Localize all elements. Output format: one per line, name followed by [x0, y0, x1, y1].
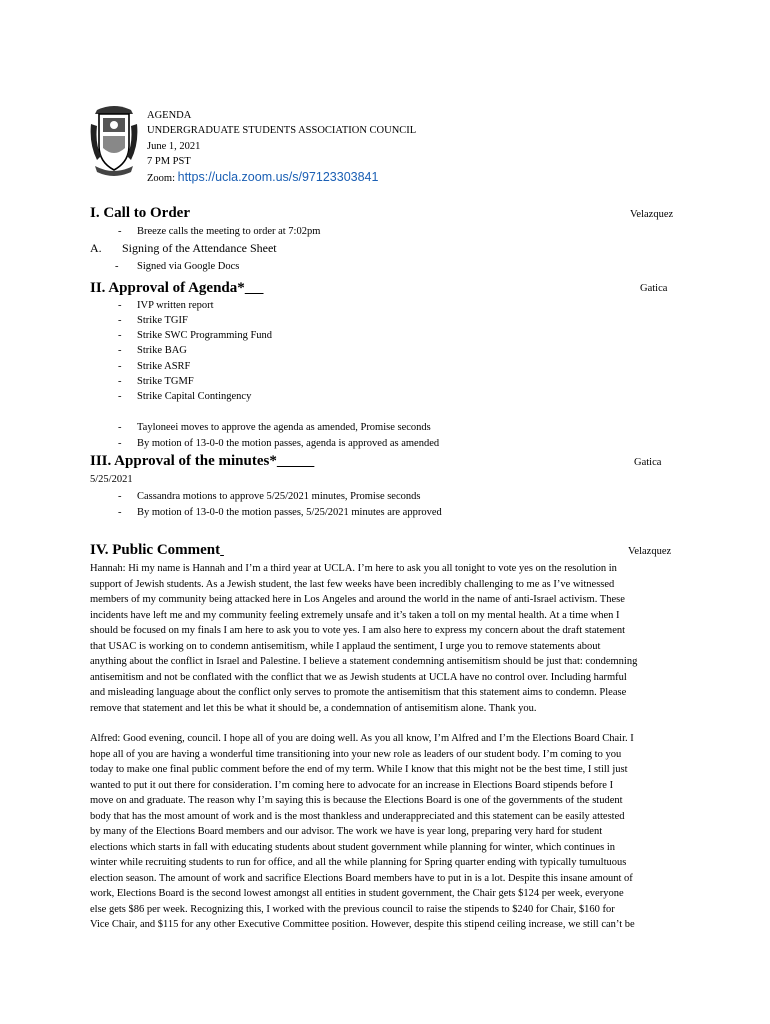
paragraph-line: wanted to put it out there for consideration. I’m coming here to advocate for an increase in Elections Board stipends before I [90, 779, 614, 791]
paragraph-line: that USAC is working on to condemn antisemitism, while I applaud the sentiment, I urge you to remove statements about [90, 640, 601, 652]
paragraph-line: body that has the most amount of work and is the most thankless and underappreciated and this statement can be easily attested [90, 810, 625, 822]
motion-item: Tayloneei moves to approve the agenda as amended, Promise seconds [137, 422, 431, 433]
paragraph-line: by many of the Elections Board members and our advisor. The work we have is year long, preparing very hard for student [90, 826, 603, 837]
ucla-crest-logo [89, 104, 139, 176]
motion-item: By motion of 13-0-0 the motion passes, agenda is approved as amended [137, 438, 440, 449]
presenter-minutes: Gatica [634, 457, 662, 468]
zoom-label: Zoom: [147, 173, 175, 184]
header-time: 7 PM PST [147, 156, 191, 167]
list-item: Strike BAG [137, 345, 187, 356]
public-comment-alfred [90, 731, 682, 933]
header-agenda: AGENDA [147, 110, 192, 121]
bullet-dash: - [118, 507, 122, 518]
paragraph-line: election season. The amount of work and sacrifice Elections Board members have to put in is a lot. Despite this insane amount of [90, 872, 633, 884]
presenter-agenda: Gatica [640, 283, 668, 294]
header-date: June 1, 2021 [147, 141, 201, 152]
paragraph-line: today to make one final public comment before the end of my term. While I know that this might not be the best time, I still just [90, 764, 628, 775]
bullet-dash: - [118, 345, 122, 356]
bullet-dash: - [118, 315, 122, 326]
presenter-public-comment: Velazquez [628, 546, 672, 557]
section-title-minutes [90, 453, 314, 470]
paragraph-line: Alfred: Good evening, council. I hope all of you are doing well. As you all know, I’m Alfred and I’m the Elections Board Chair. I [90, 733, 634, 744]
sub-title-attendance: Signing of the Attendance Sheet [122, 241, 277, 255]
bullet-dash: - [118, 491, 122, 502]
section-title-agenda-text: II. Approval of Agenda* [90, 280, 245, 296]
public-comment-hannah [90, 561, 682, 716]
list-item: Strike Capital Contingency [137, 391, 252, 402]
section-title-minutes-text: III. Approval of the minutes* [90, 453, 277, 469]
bullet-dash: - [118, 330, 122, 341]
bullet-dash: - [118, 361, 122, 372]
paragraph-line: antisemitism and not be conflated with the conflict that we as Jewish students at UCLA have no control over. Including harmful [90, 671, 627, 683]
motion-item: By motion of 13-0-0 the motion passes, 5/25/2021 minutes are approved [137, 507, 442, 518]
list-item: Breeze calls the meeting to order at 7:02pm [137, 226, 321, 237]
list-item: Strike TGIF [137, 315, 188, 326]
paragraph-line: hope all of you are having a wonderful time transitioning into your new role as leaders of our student body. I’m coming to you [90, 748, 622, 760]
bullet-dash: - [118, 300, 122, 311]
paragraph-line: else gets $86 per week. Recognizing this, I worked with the previous council to raise the stipends to $240 for Chair, $160 for [90, 903, 615, 915]
section-title-call-to-order: I. Call to Order [90, 205, 190, 221]
bullet-dash: - [118, 422, 122, 433]
list-item: Strike TGMF [137, 376, 194, 387]
paragraph-line: incidents have left me and my community feeling extremely unsafe and it’s taken a toll on my mental health. At a time when I [90, 609, 620, 621]
paragraph-line: and misleading language about the conflict only serves to promote the antisemitism that this statement aims to condemn. Please [90, 687, 627, 698]
paragraph-line: remove that statement and let this be what it should be, a condemnation of antisemitism alone. Thank you. [90, 702, 537, 714]
header-org: UNDERGRADUATE STUDENTS ASSOCIATION COUNCIL [147, 125, 417, 136]
presenter-call-to-order: Velazquez [630, 209, 674, 220]
list-item: Strike ASRF [137, 361, 191, 372]
paragraph-line: elections which starts in fall with educating students about student government while planning for winter, which continues in [90, 841, 616, 853]
paragraph-line: support of Jewish students. As a Jewish student, the last few weeks have been incredibly challenging to me as I’ve witnessed [90, 578, 615, 590]
bullet-dash: - [118, 438, 122, 449]
zoom-link[interactable]: https://ucla.zoom.us/s/97123303841 [177, 170, 379, 184]
section-title-agenda [90, 280, 264, 297]
list-item: Strike SWC Programming Fund [137, 330, 273, 341]
paragraph-line: anything about the conflict in Israel and Palestine. I believe a statement condemning antisemitism should be just that: condemning [90, 656, 638, 667]
list-item: Signed via Google Docs [137, 261, 240, 272]
paragraph-line: work, Elections Board is the second lowest amongst all entities in student government, the Chair gets $124 per week, everyone [90, 888, 624, 899]
bullet-dash: - [118, 376, 122, 387]
bullet-dash: - [118, 391, 122, 402]
paragraph-line: winter while recruiting students to run for office, and all the while planning for Spring quarter ending with typically tumultuous [90, 857, 627, 868]
section-title-public-comment [90, 542, 224, 559]
minutes-date: 5/25/2021 [90, 474, 133, 485]
paragraph-line: should be focused on my finals I am here to ask you to vote yes. I am also here to express my concern about the draft statement [90, 625, 626, 636]
bullet-dash: - [115, 261, 119, 272]
list-item: IVP written report [137, 300, 214, 311]
paragraph-line: members of my community being attacked here in Los Angeles and around the world in the name of anti-Israel activism. These [90, 594, 625, 605]
header-zoom [147, 170, 378, 187]
paragraph-line: Hannah: Hi my name is Hannah and I’m a third year at UCLA. I’m here to ask you all tonight to vote yes on the resolution in [90, 563, 617, 574]
section-title-public-comment-text: IV. Public Comment [90, 542, 221, 558]
paragraph-line: move on and graduate. The reason why I’m saying this is because the Elections Board is one of the governments of the student [90, 795, 623, 806]
motion-item: Cassandra motions to approve 5/25/2021 minutes, Promise seconds [137, 491, 421, 502]
paragraph-line: Vice Chair, and $115 for any other Executive Committee position. However, despite this stipend ceiling increase, we still can’t be [90, 919, 635, 930]
sub-letter: A. [90, 241, 102, 255]
bullet-dash: - [118, 226, 122, 237]
